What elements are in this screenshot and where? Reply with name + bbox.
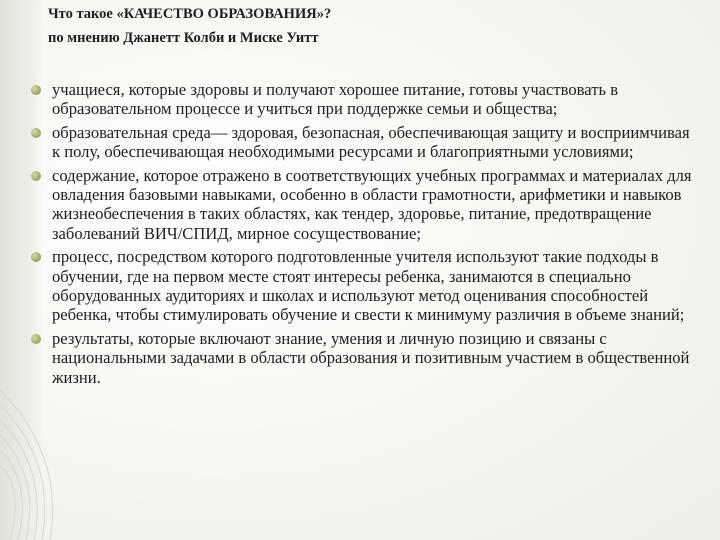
bullet-text: содержание, которое отражено в соответствующих учебных программах и материалах для овладения базовыми навыками, особенно в области грамотности, арифметики и навыков жизнеобеспечения в таких областях, как тендер, здоровье, питание, предотвращение заболеваний ВИЧ/СПИД, мирное сосуществование;: [52, 165, 692, 243]
list-item: [28, 166, 700, 244]
title-line-2: по мнению Джанетт Колби и Миске Уитт: [48, 30, 319, 46]
bullet-list: [28, 80, 700, 391]
bullet-text: процесс, посредством которого подготовленные учителя используют такие подходы в обучении, где на первом месте стоят интересы ребенка, занимаются в специально оборудованных аудиториях и школах и используют метод оценивания способностей ребенка, чтобы стимулировать обучение и свести к минимуму различия в объеме знаний;: [52, 247, 685, 325]
list-item: [28, 80, 700, 119]
bullet-dot-icon: [31, 334, 41, 344]
bullet-dot-icon: [31, 128, 41, 138]
bullet-text: образовательная среда— здоровая, безопасная, обеспечивающая защиту и восприимчивая к полу, обеспечивающая необходимыми ресурсами и благоприятными условиями;: [52, 122, 690, 162]
bullet-text: учащиеся, которые здоровы и получают хорошее питание, готовы участвовать в образовательном процессе и учиться при поддержке семьи и общества;: [52, 80, 619, 119]
bullet-dot-icon: [31, 252, 41, 262]
corner-ornament: [0, 370, 90, 540]
bullet-text: результаты, которые включают знание, умения и личную позицию и связаны с национальными задачами в области образования и позитивным участием в общественной жизни.: [52, 328, 690, 387]
list-item: [28, 247, 700, 325]
list-item: [28, 329, 700, 387]
title-line-1: Что такое «КАЧЕСТВО ОБРАЗОВАНИЯ»?: [48, 6, 332, 22]
bullet-dot-icon: [31, 171, 41, 181]
slide-title: [48, 2, 668, 50]
bullet-dot-icon: [31, 85, 41, 95]
list-item: [28, 123, 700, 162]
